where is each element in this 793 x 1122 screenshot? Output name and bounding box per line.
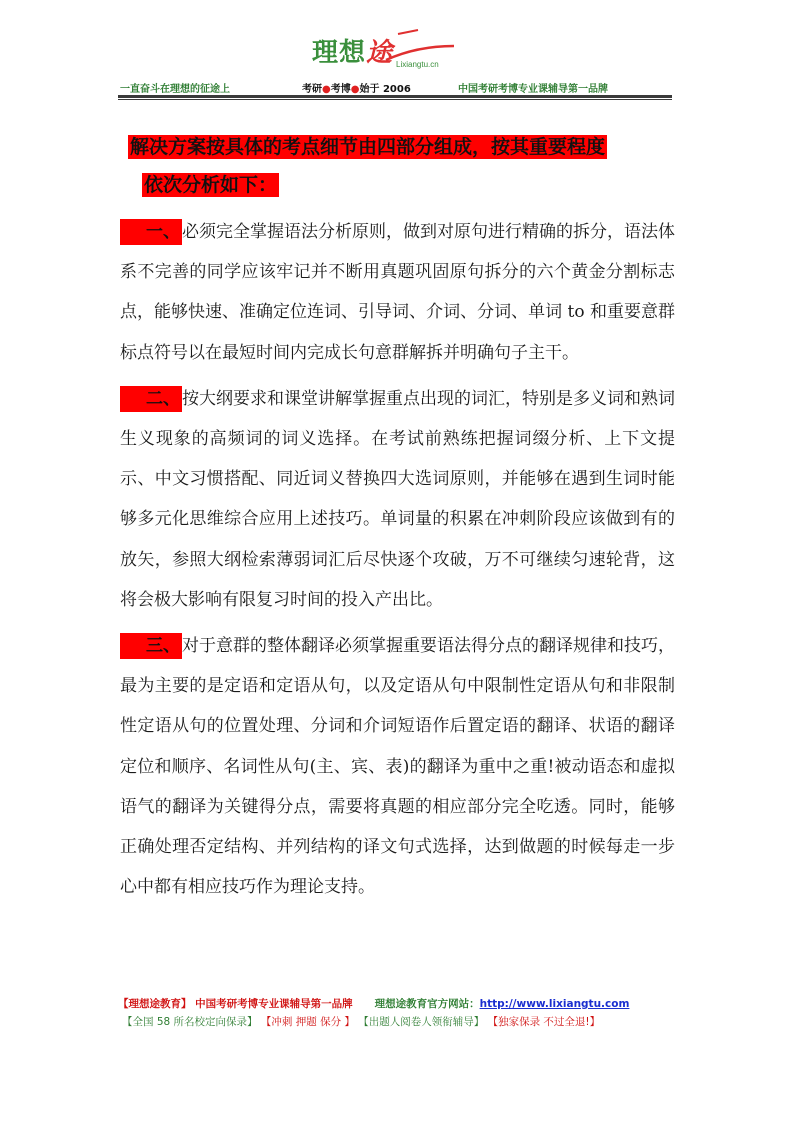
tagline-mid: 考研●考博●始于 2006 [302, 84, 411, 95]
tagline-right: 中国考研考博专业课辅导第一品牌 [458, 84, 608, 95]
page-header [0, 0, 793, 104]
footer-site-link[interactable]: http://www.lixiangtu.com [479, 998, 630, 1010]
section-number: 二、 [120, 386, 182, 412]
header-rule-thin [118, 99, 672, 100]
footer-line-1 [118, 996, 629, 1011]
section-text: 按大纲要求和课堂讲解掌握重点出现的词汇，特别是多义词和熟词生义现象的高频词的词义选择。在考试前熟练把握词缀分析、上下文提示、中文习惯搭配、同近词义替换四大选词原则，并能够在遇到生词时能够多元化思维综合应用上述技巧。单词量的积累在冲刺阶段应该做到有的放矢，参照大纲检索薄弱词汇后尽快逐个攻破，万不可继续匀速轮背，这将会极大影响有限复习时间的投入产出比。 [120, 388, 675, 610]
section-number: 一、 [120, 219, 182, 245]
footer-item: 【冲刺 押题 保分 】 [260, 1016, 355, 1028]
footer-item: 【独家保录 不过全退!】 [487, 1016, 601, 1028]
footer-slogan: 中国考研考博专业课辅导第一品牌 [195, 998, 353, 1010]
tagline-left: 一直奋斗在理想的征途上 [120, 84, 230, 95]
logo-text: 理想途 [312, 38, 394, 68]
logo-url: Lixiangtu.cn [396, 60, 439, 69]
section-number: 三、 [120, 633, 182, 659]
logo [298, 22, 458, 76]
headline-line-2: 依次分析如下： [144, 174, 278, 196]
headline-line-1: 解决方案按具体的考点细节由四部分组成，按其重要程度 [130, 136, 606, 158]
section-3 [120, 626, 675, 907]
section-text: 必须完全掌握语法分析原则，做到对原句进行精确的拆分，语法体系不完善的同学应该牢记并不断用真题巩固原句拆分的六个黄金分割标志点，能够快速、准确定位连词、引导词、介词、分词、单词 to 和重要意群标点符号以在最短时间内完成长句意群解拆并明确句子主干。 [120, 222, 675, 363]
footer-brand: 【理想途教育】 [118, 998, 192, 1010]
section-1 [120, 212, 675, 373]
footer-item: 【出题人阅卷人领衔辅导】 [358, 1016, 485, 1028]
footer-item: 【全国 58 所名校定向保录】 [122, 1016, 258, 1028]
document-body [120, 128, 675, 907]
headline [120, 128, 675, 204]
section-2 [120, 379, 675, 620]
header-rule-thick [118, 95, 672, 98]
footer-line-2 [122, 1014, 600, 1029]
footer-site-label: 理想途教育官方网站： [374, 998, 480, 1010]
section-text: 对于意群的整体翻译必须掌握重要语法得分点的翻译规律和技巧，最为主要的是定语和定语从句，以及定语从句中限制性定语从句和非限制性定语从句的位置处理、分词和介词短语作后置定语的翻译、状语的翻译定位和顺序、名词性从句(主、宾、表)的翻译为重中之重!被动语态和虚拟语气的翻译为关键得分点，需要将真题的相应部分完全吃透。同时，能够正确处理否定结构、并列结构的译文句式选择，达到做题的时候每走一步心中都有相应技巧作为理论支持。 [120, 636, 675, 898]
